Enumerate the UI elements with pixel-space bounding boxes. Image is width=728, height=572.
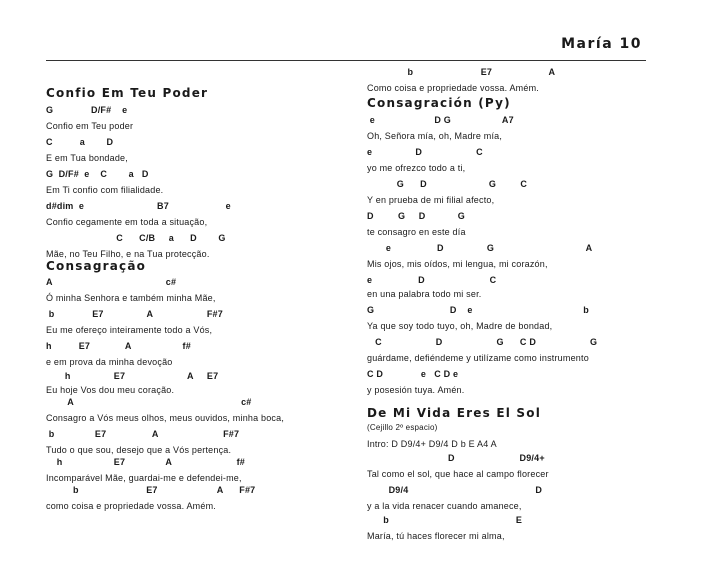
section-heading: Consagração [46, 259, 147, 273]
chord-line: e D C [367, 147, 483, 157]
lyric-line: Mis ojos, mis oídos, mi lengua, mi corazón, [367, 259, 548, 269]
lyric-line: Tudo o que sou, desejo que a Vós pertença. [46, 445, 232, 455]
lyric-line: e em prova da minha devoção [46, 357, 173, 367]
lyric-line: María, tú haces florecer mi alma, [367, 531, 505, 541]
page-title: María 10 [561, 36, 642, 52]
lyric-line: Oh, Señora mía, oh, Madre mía, [367, 131, 503, 141]
chord-line: D D9/4+ [367, 453, 545, 463]
section-heading: De Mi Vida Eres El Sol [367, 406, 542, 420]
lyric-line: Intro: D D9/4+ D9/4 D b E A4 A [367, 439, 497, 449]
chord-line: G D e b [367, 305, 589, 315]
chord-line: h E7 A f# [46, 341, 191, 351]
lyric-line: E em Tua bondade, [46, 153, 128, 163]
chord-line: b E [367, 515, 523, 525]
lyric-line: Ya que soy todo tuyo, oh, Madre de bondad, [367, 321, 553, 331]
lyric-line: Eu hoje Vos dou meu coração. [46, 385, 175, 395]
chord-line: D G D G [367, 211, 466, 221]
lyric-line: Mãe, no Teu Filho, e na Tua protecção. [46, 249, 210, 259]
lyric-line: Em Ti confio com filialidade. [46, 185, 164, 195]
lyric-line: en una palabra todo mi ser. [367, 289, 482, 299]
lyric-line: como coisa e propriedade vossa. Amém. [46, 501, 216, 511]
header-divider [46, 60, 646, 61]
chord-line: A c# [46, 277, 177, 287]
lyric-line: Incomparável Mãe, guardai-me e defendei-me, [46, 473, 242, 483]
lyric-line: yo me ofrezco todo a ti, [367, 163, 466, 173]
lyric-line: Ó minha Senhora e também minha Mãe, [46, 293, 216, 303]
chord-line: d#dim e B7 e [46, 201, 231, 211]
lyric-line: Tal como el sol, que hace al campo florecer [367, 469, 549, 479]
chord-line: h E7 A f# [46, 457, 245, 467]
lyric-line: guárdame, defiéndeme y utilízame como instrumento [367, 353, 589, 363]
chord-line: C a D [46, 137, 114, 147]
lyric-line: Confio em Teu poder [46, 121, 134, 131]
lyric-line: Consagro a Vós meus olhos, meus ouvidos, minha boca, [46, 413, 285, 423]
lyric-line: Confio cegamente em toda a situação, [46, 217, 208, 227]
chord-line: b E7 A F#7 [46, 429, 240, 439]
chord-line: G D/F# e C a D [46, 169, 149, 179]
lyric-line: Y en prueba de mi filial afecto, [367, 195, 495, 205]
section-heading: Consagración (Py) [367, 96, 511, 110]
lyric-line: y posesión tuya. Amén. [367, 385, 465, 395]
chord-line: b E7 A F#7 [46, 485, 256, 495]
chord-line: D9/4 D [367, 485, 543, 495]
chord-line: C D G C D G [367, 337, 598, 347]
capo-note: (Cejillo 2º espacio) [367, 423, 438, 432]
chord-line: C D e C D e [367, 369, 459, 379]
chord-line: C C/B a D G [46, 233, 226, 243]
lyric-line: Como coisa e propriedade vossa. Amém. [367, 83, 539, 93]
chord-line: G D G C [367, 179, 528, 189]
chord-line: h E7 A E7 [46, 371, 219, 381]
chord-line: b E7 A [367, 67, 556, 77]
chord-line: e D G A7 [367, 115, 514, 125]
chord-line: b E7 A F#7 [46, 309, 223, 319]
lyric-line: te consagro en este día [367, 227, 466, 237]
chord-line: G D/F# e [46, 105, 128, 115]
chord-line: e D C [367, 275, 497, 285]
chord-line: A c# [46, 397, 252, 407]
lyric-line: y a la vida renacer cuando amanece, [367, 501, 522, 511]
section-heading: Confio Em Teu Poder [46, 86, 209, 100]
lyric-line: Eu me ofereço inteiramente todo a Vós, [46, 325, 213, 335]
chord-line: e D G A [367, 243, 593, 253]
